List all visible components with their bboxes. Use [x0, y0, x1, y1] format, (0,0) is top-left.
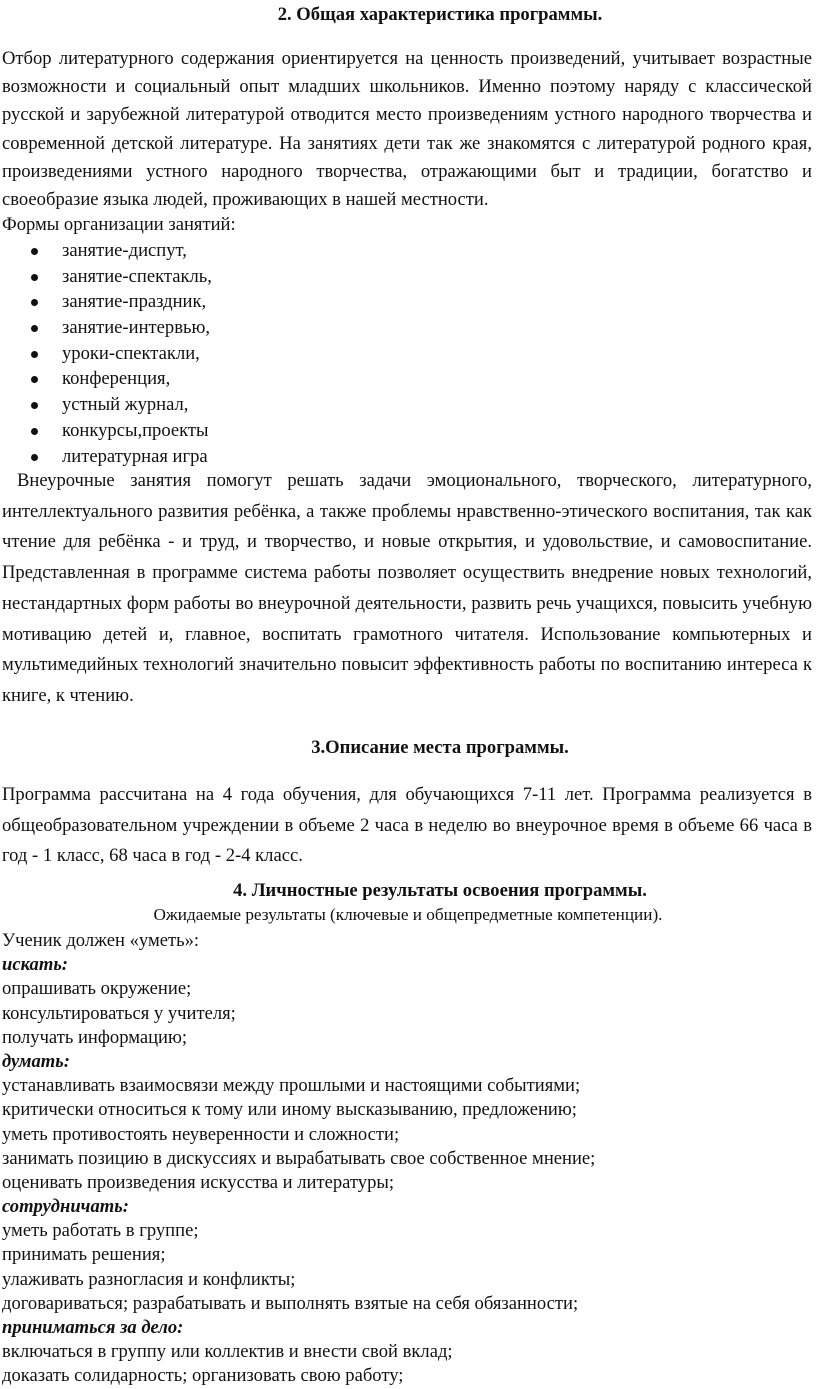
skills-line: включаться в группу или коллектив и внести свой вклад; — [2, 1341, 453, 1363]
list-item — [0, 341, 212, 367]
section-2-paragraph-1: Отбор литературного содержания ориентируется на ценность произведений, учитывает возрастные возможности и социальный опыт младших школьников. Именно поэтому наряду с классической русской и зарубежной литературой отводится место произведениям устного народного творчества и современной детской литературе. На занятиях дети так же знакомятся с литературой родного края, произведениями устного народного творчества, отражающими быт и традиции, богатство и своеобразие языка людей, проживающих в нашей местности. — [2, 48, 812, 211]
bullet-icon — [31, 325, 38, 332]
bullet-icon — [31, 454, 38, 461]
list-item — [0, 264, 212, 290]
skills-line: договариваться; разрабатывать и выполнять взятые на себя обязанности; — [2, 1292, 579, 1314]
skills-line: консультироваться у учителя; — [2, 1002, 236, 1024]
skills-heading: приниматься за дело: — [2, 1317, 184, 1338]
list-item-text: занятие-праздник, — [62, 291, 207, 313]
bullet-icon — [31, 299, 38, 306]
bullet-icon — [31, 402, 38, 409]
skills-line: занимать позицию в дискуссиях и вырабатывать свое собственное мнение; — [2, 1147, 596, 1169]
skills-line: улаживать разногласия и конфликты; — [2, 1268, 296, 1290]
bullet-icon — [31, 351, 38, 358]
list-item — [0, 366, 212, 392]
skills-line: уметь противостоять неуверенности и сложности; — [2, 1123, 400, 1145]
skills-line: оценивать произведения искусства и литературы; — [2, 1171, 395, 1193]
skills-line: уметь работать в группе; — [2, 1220, 199, 1242]
skills-line: получать информацию; — [2, 1026, 188, 1048]
forms-label: Формы организации занятий: — [2, 214, 236, 235]
list-item — [0, 418, 212, 444]
section-4-title: 4. Личностные результаты освоения программы. — [233, 880, 647, 901]
skills-line: доказать солидарность; организовать свою работу; — [2, 1365, 404, 1387]
list-item — [0, 392, 212, 418]
skills-line: критически относиться к тому или иному высказыванию, предложению; — [2, 1099, 577, 1121]
skills-line: Ученик должен «уметь»: — [2, 930, 200, 951]
list-item-text: уроки-спектакли, — [62, 342, 200, 364]
skills-line: опрашивать окружение; — [2, 978, 192, 1000]
section-2-paragraph-2: Внеурочные занятия помогут решать задачи эмоционального, творческого, литературного, интеллектуального развития ребёнка, а также проблемы нравственно-этического воспитания, так как чтение для ребёнка - и труд, и творчество, и новые открытия, и удовольствие, и самовоспитание. Представленная в программе система работы позволяет осуществить внедрение новых технологий, нестандартных форм работы во внеурочной деятельности, развить речь учащихся, повысить учебную мотивацию детей и, главное, воспитать грамотного читателя. Использование компьютерных и мультимедийных технологий значительно повысит эффективность работы по воспитанию интереса к книге, к чтению. — [2, 470, 812, 706]
list-item-text: устный журнал, — [62, 394, 189, 416]
bullet-icon — [31, 248, 38, 255]
list-item — [0, 289, 212, 315]
skills-line: принимать решения; — [2, 1244, 166, 1266]
list-item — [0, 238, 212, 264]
list-item-text: конкурсы,проекты — [62, 419, 209, 441]
forms-list — [0, 238, 212, 469]
skills-heading: сотрудничать: — [2, 1196, 129, 1218]
list-item-text: занятие-интервью, — [62, 317, 210, 339]
list-item-text: занятие-диспут, — [62, 240, 187, 261]
skills-heading: искать: — [2, 954, 69, 976]
list-item-text: занятие-спектакль, — [62, 265, 212, 287]
list-item — [0, 315, 212, 341]
skills-list — [2, 929, 595, 1389]
list-item-text: литературная игра — [62, 445, 208, 467]
skills-heading: думать: — [2, 1050, 70, 1072]
bullet-icon — [31, 376, 38, 383]
section-3-title: 3.Описание места программы. — [311, 737, 569, 758]
skills-line: устанавливать взаимосвязи между прошлыми и настоящими событиями; — [2, 1075, 581, 1097]
bullet-icon — [31, 428, 38, 435]
section-4-subtitle: Ожидаемые результаты (ключевые и общепредметные компетенции). — [153, 905, 663, 924]
bullet-icon — [31, 274, 38, 281]
list-item-text: конференция, — [62, 368, 171, 390]
section-2-title: 2. Общая характеристика программы. — [277, 4, 603, 25]
section-3-paragraph: Программа рассчитана на 4 года обучения, для обучающихся 7-11 лет. Программа реализуется в общеобразовательном учреждении в объеме 2 часа в неделю во внеурочное время в объеме 66 часа в год - 1 класс, 68 часа в год - 2-4 класс. — [2, 784, 812, 866]
